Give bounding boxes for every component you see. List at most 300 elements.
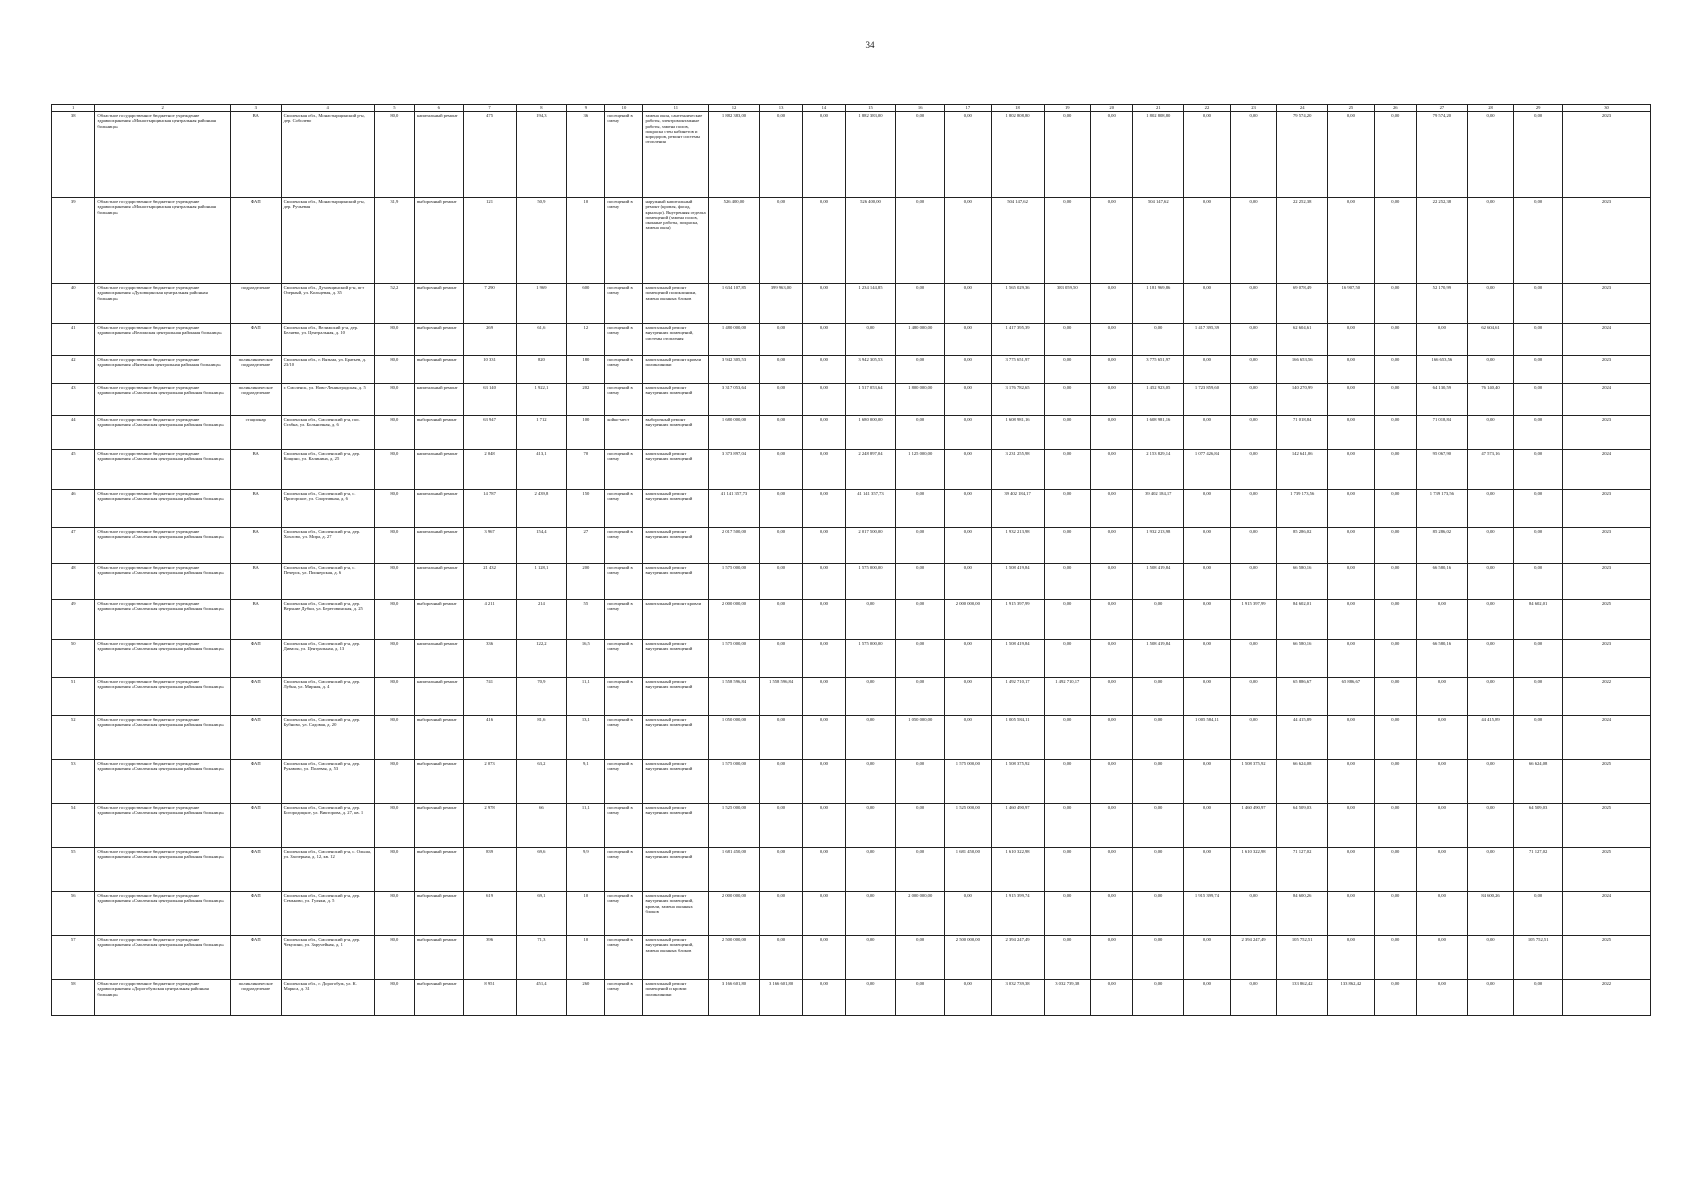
table-cell-col-18: 3 032 739,38 — [991, 980, 1044, 1016]
table-cell-col-1: 55 — [52, 848, 95, 892]
table-cell-col-2: Областное государственное бюджетное учреждение здравоохранения «Вяземская центральная районная больница» — [95, 356, 230, 384]
column-number-8: 8 — [516, 105, 567, 112]
table-cell-col-18: 504 147,62 — [991, 198, 1044, 284]
column-number-29: 29 — [1514, 105, 1563, 112]
table-cell-col-27: 1 739 173,56 — [1416, 490, 1467, 528]
table-cell-col-27: 0,00 — [1416, 804, 1467, 848]
table-row — [52, 980, 1651, 1016]
table-cell-col-12: 1 480 000,00 — [709, 324, 760, 356]
table-cell-col-19: 0,00 — [1044, 760, 1091, 804]
table-cell-col-4: Смоленская обл., Смоленский р-н, дер. Хохлово, ул. Мира, д. 27 — [281, 528, 374, 564]
table-cell-col-12: 3 373 897,04 — [709, 450, 760, 490]
table-row — [52, 284, 1651, 324]
table-cell-col-29: 0,00 — [1514, 384, 1563, 416]
table-row — [52, 490, 1651, 528]
table-cell-col-25: 0,00 — [1328, 528, 1375, 564]
table-row — [52, 384, 1651, 416]
table-cell-col-10: посещений в смену — [605, 640, 643, 678]
table-cell-col-10: посещений в смену — [605, 450, 643, 490]
column-number-25: 25 — [1328, 105, 1375, 112]
table-cell-col-17: 0,00 — [945, 564, 992, 600]
table-cell-col-11: замена окон, сантехнические работы, электромонтажные работы, замена полов, покраска стен кабинетов и коридоров, ремонт системы отопления — [643, 112, 709, 198]
table-cell-col-25: 0,00 — [1328, 760, 1375, 804]
table-cell-col-18: 1 915 397,99 — [991, 600, 1044, 640]
table-cell-col-29: 0,00 — [1514, 490, 1563, 528]
table-cell-col-15: 526 400,00 — [845, 198, 896, 284]
table-cell-col-21: 0,00 — [1133, 848, 1184, 892]
table-cell-col-1: 47 — [52, 528, 95, 564]
table-cell-col-28: 0,00 — [1467, 760, 1514, 804]
table-cell-col-3: ФАП — [230, 760, 281, 804]
table-cell-col-10: посещений в смену — [605, 848, 643, 892]
table-cell-col-26: 0,00 — [1374, 112, 1416, 198]
table-cell-col-12: 3 317 053,64 — [709, 384, 760, 416]
table-cell-col-8: 69,6 — [516, 848, 567, 892]
table-cell-col-12: 2 500 000,00 — [709, 936, 760, 980]
table-cell-col-17: 0,00 — [945, 324, 992, 356]
table-cell-col-6: капитальный ремонт — [414, 564, 463, 600]
table-cell-col-29: 0,00 — [1514, 564, 1563, 600]
table-cell-col-18: 1 417 395,39 — [991, 324, 1044, 356]
table-cell-col-14: 0,00 — [803, 198, 845, 284]
table-cell-col-1: 44 — [52, 416, 95, 450]
table-cell-col-7: 8 951 — [463, 980, 516, 1016]
table-cell-col-26: 0,00 — [1374, 600, 1416, 640]
table-cell-col-28: 0,00 — [1467, 198, 1514, 284]
table-cell-col-1: 39 — [52, 198, 95, 284]
table-cell-col-29: 0,00 — [1514, 892, 1563, 936]
table-cell-col-23: 0,00 — [1230, 112, 1277, 198]
table-cell-col-21: 0,00 — [1133, 892, 1184, 936]
table-cell-col-10: койко-мест — [605, 416, 643, 450]
table-cell-col-23: 0,00 — [1230, 284, 1277, 324]
table-cell-col-29: 64 509,03 — [1514, 804, 1563, 848]
table-cell-col-5: 80,0 — [374, 640, 414, 678]
table-cell-col-1: 48 — [52, 564, 95, 600]
table-cell-col-4: Смоленская обл., Смоленский р-н, дер. Семьково, ул. Гуляки, д. 5 — [281, 892, 374, 936]
table-cell-col-9: 10 — [567, 198, 605, 284]
table-cell-col-2: Областное государственное бюджетное учреждение здравоохранения «Смоленская центральная районная больница» — [95, 564, 230, 600]
table-cell-col-5: 80,0 — [374, 528, 414, 564]
table-cell-col-30: 2025 — [1562, 804, 1650, 848]
table-cell-col-15: 0,00 — [845, 980, 896, 1016]
table-cell-col-12: 1 681 450,00 — [709, 848, 760, 892]
table-cell-col-28: 47 573,16 — [1467, 450, 1514, 490]
table-cell-col-8: 154,4 — [516, 528, 567, 564]
table-cell-col-21: 0,00 — [1133, 804, 1184, 848]
table-cell-col-9: 9,9 — [567, 848, 605, 892]
table-cell-col-14: 0,00 — [803, 600, 845, 640]
table-cell-col-17: 0,00 — [945, 198, 992, 284]
table-cell-col-22: 0,00 — [1184, 416, 1231, 450]
table-cell-col-21: 1 608 981,16 — [1133, 416, 1184, 450]
table-cell-col-5: 80,0 — [374, 760, 414, 804]
table-cell-col-8: 1 712 — [516, 416, 567, 450]
table-cell-col-1: 50 — [52, 640, 95, 678]
table-cell-col-23: 0,00 — [1230, 892, 1277, 936]
table-cell-col-18: 1 565 029,36 — [991, 284, 1044, 324]
table-cell-col-29: 0,00 — [1514, 198, 1563, 284]
table-cell-col-18: 1 608 981,16 — [991, 416, 1044, 450]
table-cell-col-5: 80,0 — [374, 678, 414, 716]
table-cell-col-16: 0,00 — [896, 416, 945, 450]
table-cell-col-6: выборочный ремонт — [414, 416, 463, 450]
table-row — [52, 716, 1651, 760]
table-cell-col-27: 0,00 — [1416, 936, 1467, 980]
table-cell-col-18: 1 492 710,17 — [991, 678, 1044, 716]
table-cell-col-5: 80,0 — [374, 848, 414, 892]
table-cell-col-23: 0,00 — [1230, 640, 1277, 678]
table-cell-col-2: Областное государственное бюджетное учреждение здравоохранения «Велижская центральная районная больница» — [95, 324, 230, 356]
table-cell-col-6: выборочный ремонт — [414, 760, 463, 804]
table-cell-col-16: 0,00 — [896, 112, 945, 198]
table-cell-col-12: 1 575 000,00 — [709, 760, 760, 804]
table-cell-col-9: 55 — [567, 600, 605, 640]
table-cell-col-13: 0,00 — [759, 528, 802, 564]
table-cell-col-3: ФАП — [230, 804, 281, 848]
table-cell-col-20: 0,00 — [1091, 936, 1133, 980]
table-cell-col-1: 49 — [52, 600, 95, 640]
table-cell-col-9: 180 — [567, 356, 605, 384]
table-cell-col-21: 0,00 — [1133, 980, 1184, 1016]
table-cell-col-17: 0,00 — [945, 384, 992, 416]
table-cell-col-5: 80,0 — [374, 892, 414, 936]
table-cell-col-2: Областное государственное бюджетное учреждение здравоохранения «Смоленская центральная районная больница» — [95, 936, 230, 980]
table-cell-col-5: 80,0 — [374, 716, 414, 760]
table-cell-col-6: капитальный ремонт — [414, 678, 463, 716]
table-cell-col-21: 3 775 651,97 — [1133, 356, 1184, 384]
table-cell-col-12: 1 558 596,84 — [709, 678, 760, 716]
table-cell-col-20: 0,00 — [1091, 112, 1133, 198]
table-cell-col-30: 2025 — [1562, 936, 1650, 980]
table-cell-col-23: 0,00 — [1230, 564, 1277, 600]
table-cell-col-20: 0,00 — [1091, 284, 1133, 324]
table-cell-col-25: 133 862,42 — [1328, 980, 1375, 1016]
table-cell-col-30: 2025 — [1562, 600, 1650, 640]
table-cell-col-26: 0,00 — [1374, 416, 1416, 450]
table-cell-col-4: Смоленская обл., Смоленский р-н, с. Пригорское, ул. Спортивная, д. 6 — [281, 490, 374, 528]
table-cell-col-19: 0,00 — [1044, 528, 1091, 564]
table-cell-col-30: 2024 — [1562, 892, 1650, 936]
table-cell-col-9: 260 — [567, 980, 605, 1016]
table-cell-col-12: 3 166 601,80 — [709, 980, 760, 1016]
table-cell-col-18: 1 508 419,84 — [991, 640, 1044, 678]
table-cell-col-8: 69,1 — [516, 892, 567, 936]
table-cell-col-1: 45 — [52, 450, 95, 490]
table-cell-col-13: 0,00 — [759, 384, 802, 416]
table-cell-col-27: 66 580,16 — [1416, 640, 1467, 678]
table-cell-col-4: Смоленская обл., Смоленский р-н, дер. Кощино, ул. Калинина, д. 25 — [281, 450, 374, 490]
table-cell-col-11: капитальный ремонт кровли — [643, 600, 709, 640]
table-cell-col-21: 1 802 808,80 — [1133, 112, 1184, 198]
table-cell-col-13: 0,00 — [759, 450, 802, 490]
table-cell-col-9: 13,1 — [567, 716, 605, 760]
table-cell-col-30: 2023 — [1562, 112, 1650, 198]
table-cell-col-3: подразделение — [230, 284, 281, 324]
table-cell-col-24: 71 127,02 — [1277, 848, 1328, 892]
table-cell-col-15: 0,00 — [845, 716, 896, 760]
table-cell-col-13: 0,00 — [759, 112, 802, 198]
table-cell-col-14: 0,00 — [803, 760, 845, 804]
table-cell-col-28: 0,00 — [1467, 980, 1514, 1016]
table-cell-col-17: 0,00 — [945, 716, 992, 760]
table-cell-col-22: 1 005 584,11 — [1184, 716, 1231, 760]
table-cell-col-3: поликлиническое подразделение — [230, 356, 281, 384]
table-cell-col-19: 0,00 — [1044, 848, 1091, 892]
column-number-24: 24 — [1277, 105, 1328, 112]
table-cell-col-11: капитальный ремонт внутренних помещений — [643, 490, 709, 528]
table-cell-col-4: Смоленская обл., Смоленский р-н, дер. Дивасы, ул. Центральная, д. 13 — [281, 640, 374, 678]
table-cell-col-14: 0,00 — [803, 284, 845, 324]
table-cell-col-29: 0,00 — [1514, 416, 1563, 450]
table-cell-col-25: 0,00 — [1328, 848, 1375, 892]
table-cell-col-26: 0,00 — [1374, 490, 1416, 528]
table-cell-col-8: 70,9 — [516, 678, 567, 716]
table-cell-col-22: 1 915 399,74 — [1184, 892, 1231, 936]
table-cell-col-10: посещений в смену — [605, 324, 643, 356]
table-cell-col-25: 0,00 — [1328, 564, 1375, 600]
table-cell-col-4: Смоленская обл., Смоленский р-н, дер. Богородицкое, ул. Викторова, д. 27, кв. 1 — [281, 804, 374, 848]
table-cell-col-15: 1 517 053,64 — [845, 384, 896, 416]
table-cell-col-15: 1 575 000,00 — [845, 640, 896, 678]
table-cell-col-23: 1 460 490,97 — [1230, 804, 1277, 848]
table-cell-col-20: 0,00 — [1091, 848, 1133, 892]
table-cell-col-24: 133 862,42 — [1277, 980, 1328, 1016]
table-cell-col-17: 0,00 — [945, 356, 992, 384]
table-cell-col-8: 214 — [516, 600, 567, 640]
table-cell-col-4: Смоленская обл., Смоленский р-н, дер. Рукавово, ул. Полевая, д. 53 — [281, 760, 374, 804]
table-cell-col-8: 63,2 — [516, 760, 567, 804]
table-cell-col-17: 0,00 — [945, 892, 992, 936]
table-cell-col-26: 0,00 — [1374, 198, 1416, 284]
table-cell-col-22: 1 723 859,60 — [1184, 384, 1231, 416]
table-cell-col-19: 0,00 — [1044, 564, 1091, 600]
table-cell-col-5: 80,0 — [374, 324, 414, 356]
table-cell-col-13: 0,00 — [759, 600, 802, 640]
table-cell-col-2: Областное государственное бюджетное учреждение здравоохранения «Монастырщинская центральная районная больница» — [95, 112, 230, 198]
table-cell-col-10: посещений в смену — [605, 490, 643, 528]
table-cell-col-16: 0,00 — [896, 600, 945, 640]
table-cell-col-25: 0,00 — [1328, 640, 1375, 678]
column-number-2: 2 — [95, 105, 230, 112]
table-cell-col-10: посещений в смену — [605, 528, 643, 564]
column-number-15: 15 — [845, 105, 896, 112]
table-cell-col-26: 0,00 — [1374, 384, 1416, 416]
table-cell-col-11: капитальный ремонт внутренних помещений, замена оконных блоков — [643, 936, 709, 980]
table-cell-col-24: 66 580,16 — [1277, 640, 1328, 678]
table-cell-col-25: 0,00 — [1328, 716, 1375, 760]
table-cell-col-13: 0,00 — [759, 324, 802, 356]
table-cell-col-4: Смоленская обл., Монастырщинский р-н, дер. Соболево — [281, 112, 374, 198]
table-cell-col-13: 0,00 — [759, 564, 802, 600]
table-cell-col-28: 84 600,26 — [1467, 892, 1514, 936]
table-cell-col-27: 0,00 — [1416, 760, 1467, 804]
table-cell-col-3: ФАП — [230, 324, 281, 356]
table-cell-col-25: 0,00 — [1328, 384, 1375, 416]
table-cell-col-6: выборочный ремонт — [414, 716, 463, 760]
table-cell-col-15: 1 680 000,00 — [845, 416, 896, 450]
table-cell-col-17: 0,00 — [945, 490, 992, 528]
table-cell-col-16: 0,00 — [896, 678, 945, 716]
table-cell-col-22: 0,00 — [1184, 528, 1231, 564]
table-cell-col-28: 0,00 — [1467, 936, 1514, 980]
table-cell-col-13: 0,00 — [759, 356, 802, 384]
table-cell-col-30: 2024 — [1562, 450, 1650, 490]
table-cell-col-8: 71,3 — [516, 936, 567, 980]
table-cell-col-29: 0,00 — [1514, 284, 1563, 324]
table-cell-col-30: 2024 — [1562, 384, 1650, 416]
table-cell-col-4: г. Смоленск, ул. Ново-Ленинградская, д. 5 — [281, 384, 374, 416]
table-cell-col-29: 0,00 — [1514, 980, 1563, 1016]
table-cell-col-24: 105 752,51 — [1277, 936, 1328, 980]
table-cell-col-25: 0,00 — [1328, 936, 1375, 980]
table-cell-col-3: ВА — [230, 450, 281, 490]
table-cell-col-12: 1 050 000,00 — [709, 716, 760, 760]
table-cell-col-4: Смоленская обл., Велижский р-н, дер. Беляево, ул. Центральная, д. 10 — [281, 324, 374, 356]
table-cell-col-19: 3 032 739,38 — [1044, 980, 1091, 1016]
table-cell-col-13: 0,00 — [759, 848, 802, 892]
table-cell-col-23: 0,00 — [1230, 198, 1277, 284]
table-cell-col-28: 0,00 — [1467, 490, 1514, 528]
table-cell-col-24: 166 653,56 — [1277, 356, 1328, 384]
table-cell-col-11: капитальный ремонт внутренних помещений — [643, 716, 709, 760]
table-cell-col-18: 1 610 322,98 — [991, 848, 1044, 892]
table-cell-col-26: 0,00 — [1374, 528, 1416, 564]
table-cell-col-26: 0,00 — [1374, 980, 1416, 1016]
table-cell-col-16: 0,00 — [896, 284, 945, 324]
table-cell-col-6: выборочный ремонт — [414, 848, 463, 892]
table-cell-col-11: выборочный ремонт внутренних помещений — [643, 416, 709, 450]
table-cell-col-28: 76 140,40 — [1467, 384, 1514, 416]
table-cell-col-26: 0,00 — [1374, 678, 1416, 716]
table-cell-col-18: 2 394 247,49 — [991, 936, 1044, 980]
table-cell-col-7: 336 — [463, 640, 516, 678]
table-cell-col-22: 0,00 — [1184, 284, 1231, 324]
table-cell-col-21: 0,00 — [1133, 936, 1184, 980]
table-cell-col-19: 1 492 710,17 — [1044, 678, 1091, 716]
table-cell-col-24: 84 600,26 — [1277, 892, 1328, 936]
table-cell-col-10: посещений в смену — [605, 760, 643, 804]
table-cell-col-3: поликлиническое подразделение — [230, 980, 281, 1016]
table-cell-col-5: 80,0 — [374, 564, 414, 600]
table-cell-col-1: 51 — [52, 678, 95, 716]
table-cell-col-25: 0,00 — [1328, 324, 1375, 356]
table-cell-col-8: 820 — [516, 356, 567, 384]
table-cell-col-29: 71 127,02 — [1514, 848, 1563, 892]
table-cell-col-1: 46 — [52, 490, 95, 528]
table-cell-col-18: 1 508 375,92 — [991, 760, 1044, 804]
table-cell-col-27: 52 170,99 — [1416, 284, 1467, 324]
table-cell-col-5: 80,0 — [374, 936, 414, 980]
table-cell-col-22: 0,00 — [1184, 848, 1231, 892]
table-cell-col-6: выборочный ремонт — [414, 600, 463, 640]
table-cell-col-20: 0,00 — [1091, 324, 1133, 356]
table-cell-col-26: 0,00 — [1374, 848, 1416, 892]
column-number-3: 3 — [230, 105, 281, 112]
table-cell-col-19: 0,00 — [1044, 640, 1091, 678]
table-cell-col-20: 0,00 — [1091, 198, 1133, 284]
table-cell-col-27: 0,00 — [1416, 678, 1467, 716]
table-cell-col-11: капитальный ремонт внутренних помещений — [643, 384, 709, 416]
table-cell-col-18: 3 231 255,98 — [991, 450, 1044, 490]
table-cell-col-23: 0,00 — [1230, 716, 1277, 760]
table-cell-col-18: 1 932 213,98 — [991, 528, 1044, 564]
table-cell-col-12: 2 017 500,00 — [709, 528, 760, 564]
table-cell-col-18: 1 802 808,80 — [991, 112, 1044, 198]
table-cell-col-22: 0,00 — [1184, 936, 1231, 980]
table-cell-col-7: 269 — [463, 324, 516, 356]
column-number-23: 23 — [1230, 105, 1277, 112]
table-cell-col-19: 0,00 — [1044, 356, 1091, 384]
table-cell-col-2: Областное государственное бюджетное учреждение здравоохранения «Смоленская центральная районная больница» — [95, 490, 230, 528]
table-cell-col-2: Областное государственное бюджетное учреждение здравоохранения «Смоленская центральная районная больница» — [95, 528, 230, 564]
table-cell-col-22: 0,00 — [1184, 490, 1231, 528]
table-cell-col-4: Смоленская обл., Смоленский р-н, дер. Лубня, ул. Мирная, д. 4 — [281, 678, 374, 716]
table-row — [52, 640, 1651, 678]
repair-schedule-table — [51, 104, 1651, 1016]
table-cell-col-6: выборочный ремонт — [414, 980, 463, 1016]
table-cell-col-22: 0,00 — [1184, 760, 1231, 804]
table-cell-col-23: 0,00 — [1230, 356, 1277, 384]
table-cell-col-16: 0,00 — [896, 528, 945, 564]
table-cell-col-11: капитальный ремонт помещений поликлиники, замена оконных блоков — [643, 284, 709, 324]
table-cell-col-4: Смоленская обл., Духовщинский р-н, пгт Озерный, ул. Кольцевая, д. 35 — [281, 284, 374, 324]
table-cell-col-12: 1 525 000,00 — [709, 804, 760, 848]
table-cell-col-23: 1 915 397,99 — [1230, 600, 1277, 640]
table-cell-col-16: 1 050 000,00 — [896, 716, 945, 760]
table-cell-col-9: 600 — [567, 284, 605, 324]
table-cell-col-19: 0,00 — [1044, 716, 1091, 760]
table-cell-col-28: 0,00 — [1467, 600, 1514, 640]
table-cell-col-23: 0,00 — [1230, 324, 1277, 356]
table-cell-col-29: 0,00 — [1514, 678, 1563, 716]
table-cell-col-26: 0,00 — [1374, 760, 1416, 804]
table-cell-col-2: Областное государственное бюджетное учреждение здравоохранения «Духовщинская центральная районная больница» — [95, 284, 230, 324]
table-cell-col-22: 0,00 — [1184, 112, 1231, 198]
table-cell-col-8: 66 — [516, 804, 567, 848]
table-cell-col-27: 0,00 — [1416, 716, 1467, 760]
table-cell-col-3: ФАП — [230, 716, 281, 760]
table-cell-col-30: 2023 — [1562, 528, 1650, 564]
table-cell-col-15: 0,00 — [845, 936, 896, 980]
table-cell-col-11: капитальный ремонт внутренних помещений — [643, 564, 709, 600]
table-cell-col-4: Смоленская обл., Смоленский р-н, с. Ольша, ул. Заозерная, д. 12, кв. 12 — [281, 848, 374, 892]
table-cell-col-29: 0,00 — [1514, 324, 1563, 356]
table-cell-col-19: 0,00 — [1044, 384, 1091, 416]
table-cell-col-27: 66 580,16 — [1416, 564, 1467, 600]
column-number-1: 1 — [52, 105, 95, 112]
table-cell-col-24: 84 602,01 — [1277, 600, 1328, 640]
table-cell-col-5: 52,2 — [374, 284, 414, 324]
table-cell-col-30: 2023 — [1562, 640, 1650, 678]
table-cell-col-27: 95 067,90 — [1416, 450, 1467, 490]
table-cell-col-21: 1 932 213,98 — [1133, 528, 1184, 564]
table-cell-col-10: посещений в смену — [605, 198, 643, 284]
table-cell-col-20: 0,00 — [1091, 490, 1133, 528]
table-cell-col-16: 1 125 000,00 — [896, 450, 945, 490]
table-cell-col-2: Областное государственное бюджетное учреждение здравоохранения «Смоленская центральная районная больница» — [95, 600, 230, 640]
table-cell-col-3: ВА — [230, 490, 281, 528]
table-cell-col-5: 80,0 — [374, 600, 414, 640]
table-cell-col-23: 0,00 — [1230, 450, 1277, 490]
table-cell-col-9: 150 — [567, 490, 605, 528]
table-cell-col-21: 1 508 419,84 — [1133, 564, 1184, 600]
table-cell-col-9: 10 — [567, 892, 605, 936]
table-cell-col-19: 0,00 — [1044, 198, 1091, 284]
table-cell-col-14: 0,00 — [803, 450, 845, 490]
table-cell-col-14: 0,00 — [803, 980, 845, 1016]
table-cell-col-23: 0,00 — [1230, 678, 1277, 716]
